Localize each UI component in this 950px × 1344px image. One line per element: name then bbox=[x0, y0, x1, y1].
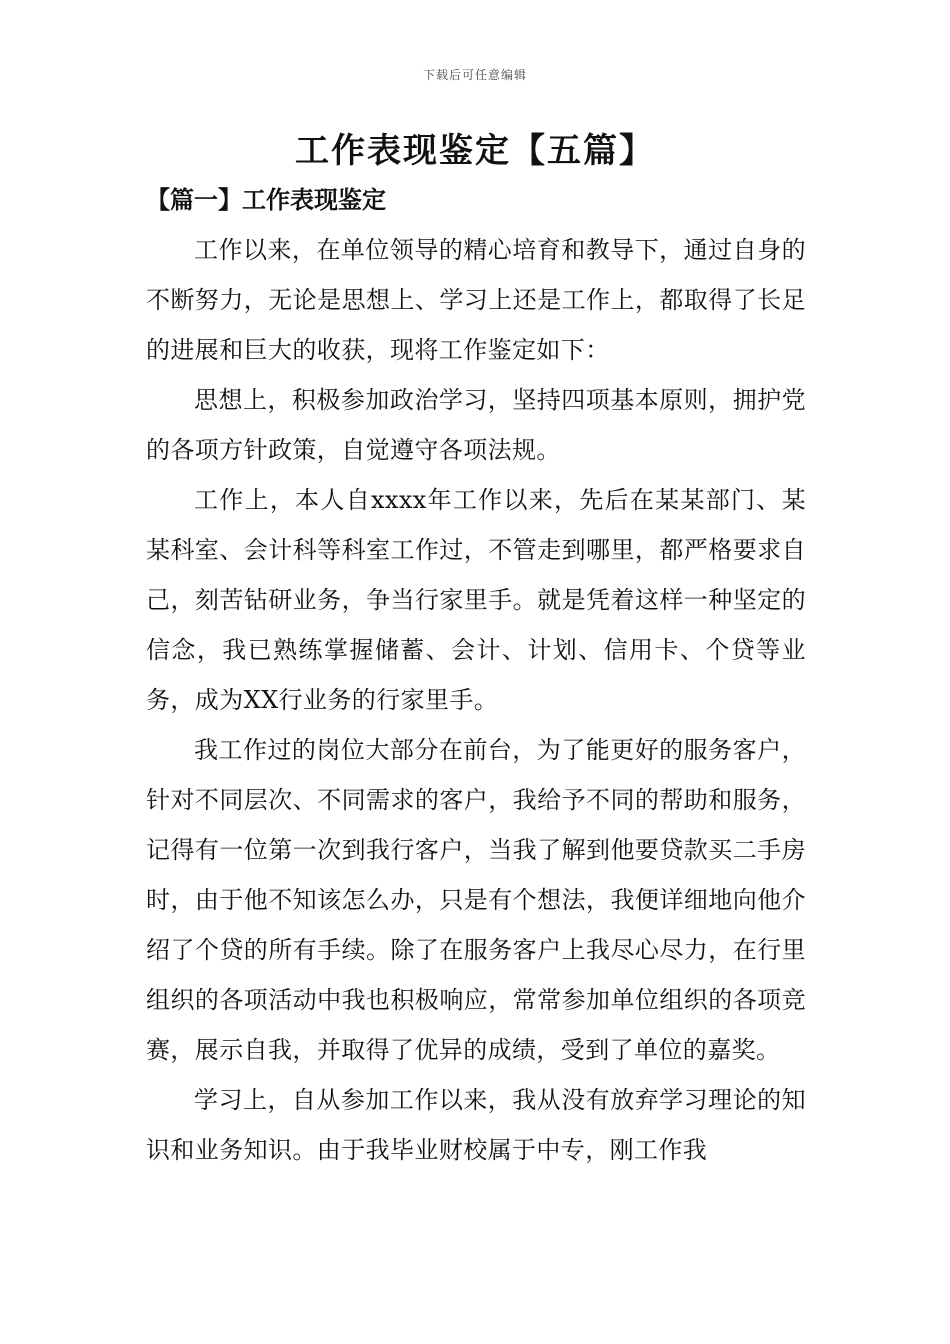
document-body bbox=[146, 225, 806, 1175]
paragraph-2: 思想上，积极参加政治学习，坚持四项基本原则，拥护党的各项方针政策，自觉遵守各项法规。 bbox=[146, 386, 806, 464]
section-heading: 【篇一】工作表现鉴定 bbox=[146, 185, 386, 214]
document-title: 工作表现鉴定【五篇】 bbox=[295, 131, 655, 171]
paragraph-4: 我工作过的岗位大部分在前台，为了能更好的服务客户，针对不同层次、不同需求的客户，我给予不同的帮助和服务，记得有一位第一次到我行客户，当我了解到他要贷款买二手房时，由于他不知该怎么办，只是有个想法，我便详细地向他介绍了个贷的所有手续。除了在服务客户上我尽心尽力，在行里组织的各项活动中我也积极响应，常常参加单位组织的各项竞赛，展示自我，并取得了优异的成绩，受到了单位的嘉奖。 bbox=[146, 736, 806, 1064]
paragraph-5: 学习上，自从参加工作以来，我从没有放弃学习理论的知识和业务知识。由于我毕业财校属于中专，刚工作我 bbox=[146, 1086, 806, 1164]
header-note: 下载后可任意编辑 bbox=[422, 68, 527, 82]
paragraph-1: 工作以来，在单位领导的精心培育和教导下，通过自身的不断努力，无论是思想上、学习上还是工作上，都取得了长足的进展和巨大的收获，现将工作鉴定如下： bbox=[146, 236, 806, 364]
paragraph-3: 工作上，本人自xxxx年工作以来，先后在某某部门、某某科室、会计科等科室工作过，不管走到哪里，都严格要求自己，刻苦钻研业务，争当行家里手。就是凭着这样一种坚定的信念，我已熟练掌握储蓄、会计、计划、信用卡、个贷等业务，成为XX行业务的行家里手。 bbox=[146, 486, 806, 714]
